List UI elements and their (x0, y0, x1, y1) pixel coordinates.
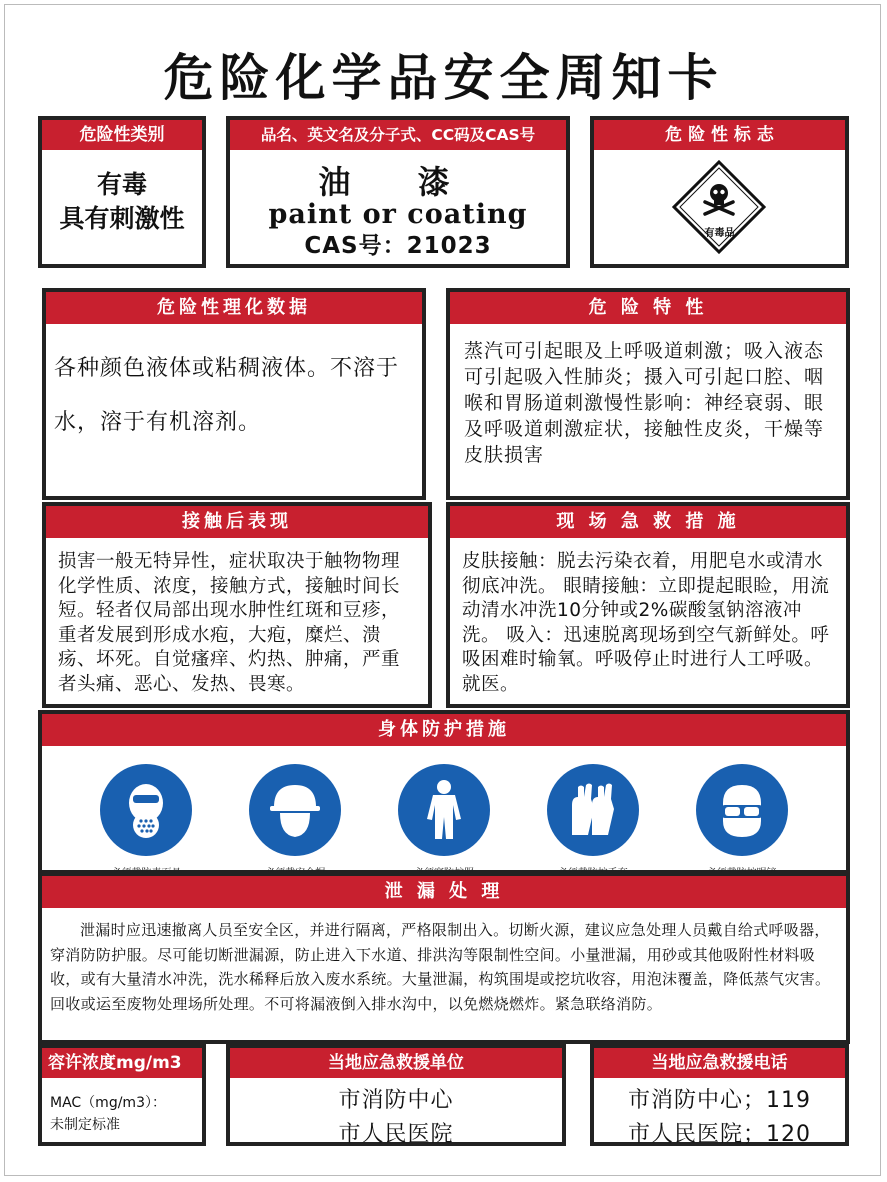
exposure-limit-panel (38, 1044, 206, 1146)
protection-item-goggles (677, 764, 807, 879)
protection-item-suit (379, 764, 509, 879)
skull-crossbones-diamond-icon (672, 160, 766, 254)
leak-handling-panel (38, 872, 850, 1044)
first-aid-panel (446, 502, 850, 708)
product-name-cn: 油 漆 (318, 163, 478, 201)
leak-handling-header: 泄 漏 处 理 (42, 876, 846, 912)
hazard-properties-panel (446, 288, 850, 500)
rescue-phone-hospital: 市人民医院；120 (628, 1122, 811, 1147)
protection-item-gas-mask (81, 764, 211, 879)
safety-helmet-icon (260, 775, 330, 845)
symptoms-header: 接触后表现 (46, 506, 428, 542)
physchem-data-panel (42, 288, 426, 500)
first-aid-text: 皮肤接触：脱去污染衣着，用肥皂水或清水彻底冲洗。 眼睛接触：立即提起眼睑，用流动清水冲洗10分钟或2%碳酸氢钠溶液冲洗。 吸入：迅速脱离现场到空气新鲜处。呼吸困难时输氧。呼吸停止时进行人工呼吸。就医。 (462, 551, 830, 695)
safety-goggles-icon (707, 775, 777, 845)
protection-panel (38, 710, 850, 874)
physchem-data-text: 各种颜色液体或粘稠液体。不溶于水，溶于有机溶剂。 (54, 356, 400, 435)
hazard-category-line2: 具有刺激性 (59, 204, 185, 233)
rescue-units-header: 当地应急救援单位 (230, 1048, 562, 1082)
hazard-mark-header: 危 险 性 标 志 (594, 120, 845, 154)
hazard-pictogram-label: 有毒品 (704, 228, 735, 239)
symptoms-panel (42, 502, 432, 708)
exposure-limit-header: 容许浓度mg/m3 (42, 1048, 202, 1082)
rescue-phone-fire: 市消防中心；119 (628, 1088, 811, 1113)
hazard-category-panel (38, 116, 206, 268)
symptoms-text: 损害一般无特异性，症状取决于触物物理化学性质、浓度，接触方式，接触时间长短。轻者仅局部出现水肿性红斑和豆疹，重者发展到形成水疱，大疱，糜烂、溃疡、坏死。自觉瘙痒、灼热、肿痛，严重者头痛、恶心、发热、畏寒。 (58, 551, 401, 695)
rescue-phones-panel (590, 1044, 849, 1146)
hazard-properties-header: 危 险 特 性 (450, 292, 846, 328)
rescue-units-panel (226, 1044, 566, 1146)
physchem-data-header: 危险性理化数据 (46, 292, 422, 328)
page-title: 危险化学品安全周知卡 (163, 49, 724, 107)
product-name-en: paint or coating (268, 199, 528, 230)
product-cas-number: CAS号：21023 (304, 233, 492, 259)
protection-header: 身体防护措施 (42, 714, 846, 750)
product-name-panel (226, 116, 570, 268)
exposure-limit-line1: MAC（mg/m3）： (50, 1095, 166, 1111)
first-aid-header: 现 场 急 救 措 施 (450, 506, 846, 542)
hazard-category-line1: 有毒 (96, 170, 147, 199)
hazard-category-header: 危险性类别 (42, 120, 202, 154)
protective-gloves-icon (558, 775, 628, 845)
protective-suit-icon (409, 775, 479, 845)
protection-item-helmet (230, 764, 360, 879)
rescue-unit-fire: 市消防中心 (338, 1088, 454, 1113)
rescue-phones-header: 当地应急救援电话 (594, 1048, 845, 1082)
rescue-unit-hospital: 市人民医院 (338, 1122, 454, 1147)
gas-mask-icon (111, 775, 181, 845)
hazard-properties-text: 蒸汽可引起眼及上呼吸道刺激；吸入液态可引起吸入性肺炎；摄入可引起口腔、咽喉和胃肠道刺激慢性影响：神经衰弱、眼及呼吸道刺激症状，接触性皮炎，干燥等皮肤损害 (464, 340, 825, 466)
protection-item-gloves (528, 764, 658, 879)
product-name-header: 品名、英文名及分子式、CC码及CAS号 (230, 120, 566, 154)
exposure-limit-line2: 未制定标准 (50, 1117, 120, 1133)
hazard-mark-panel (590, 116, 849, 268)
leak-handling-text: 泄漏时应迅速撤离人员至安全区，并进行隔离，严格限制出入。切断火源，建议应急处理人员戴自给式呼吸器，穿消防防护服。尽可能切断泄漏源，防止进入下水道、排洪沟等限制性空间。小量泄漏，用砂或其他吸附性材料吸收，或有大量清水冲洗，洗水稀释后放入废水系统。大量泄漏，构筑围堤或挖坑收容，用泡沫覆盖，降低蒸气灾害。回收或运至废物处理场所处理。不可将漏液倒入排水沟中，以免燃烧燃炸。紧急联络消防。 (50, 921, 831, 1013)
